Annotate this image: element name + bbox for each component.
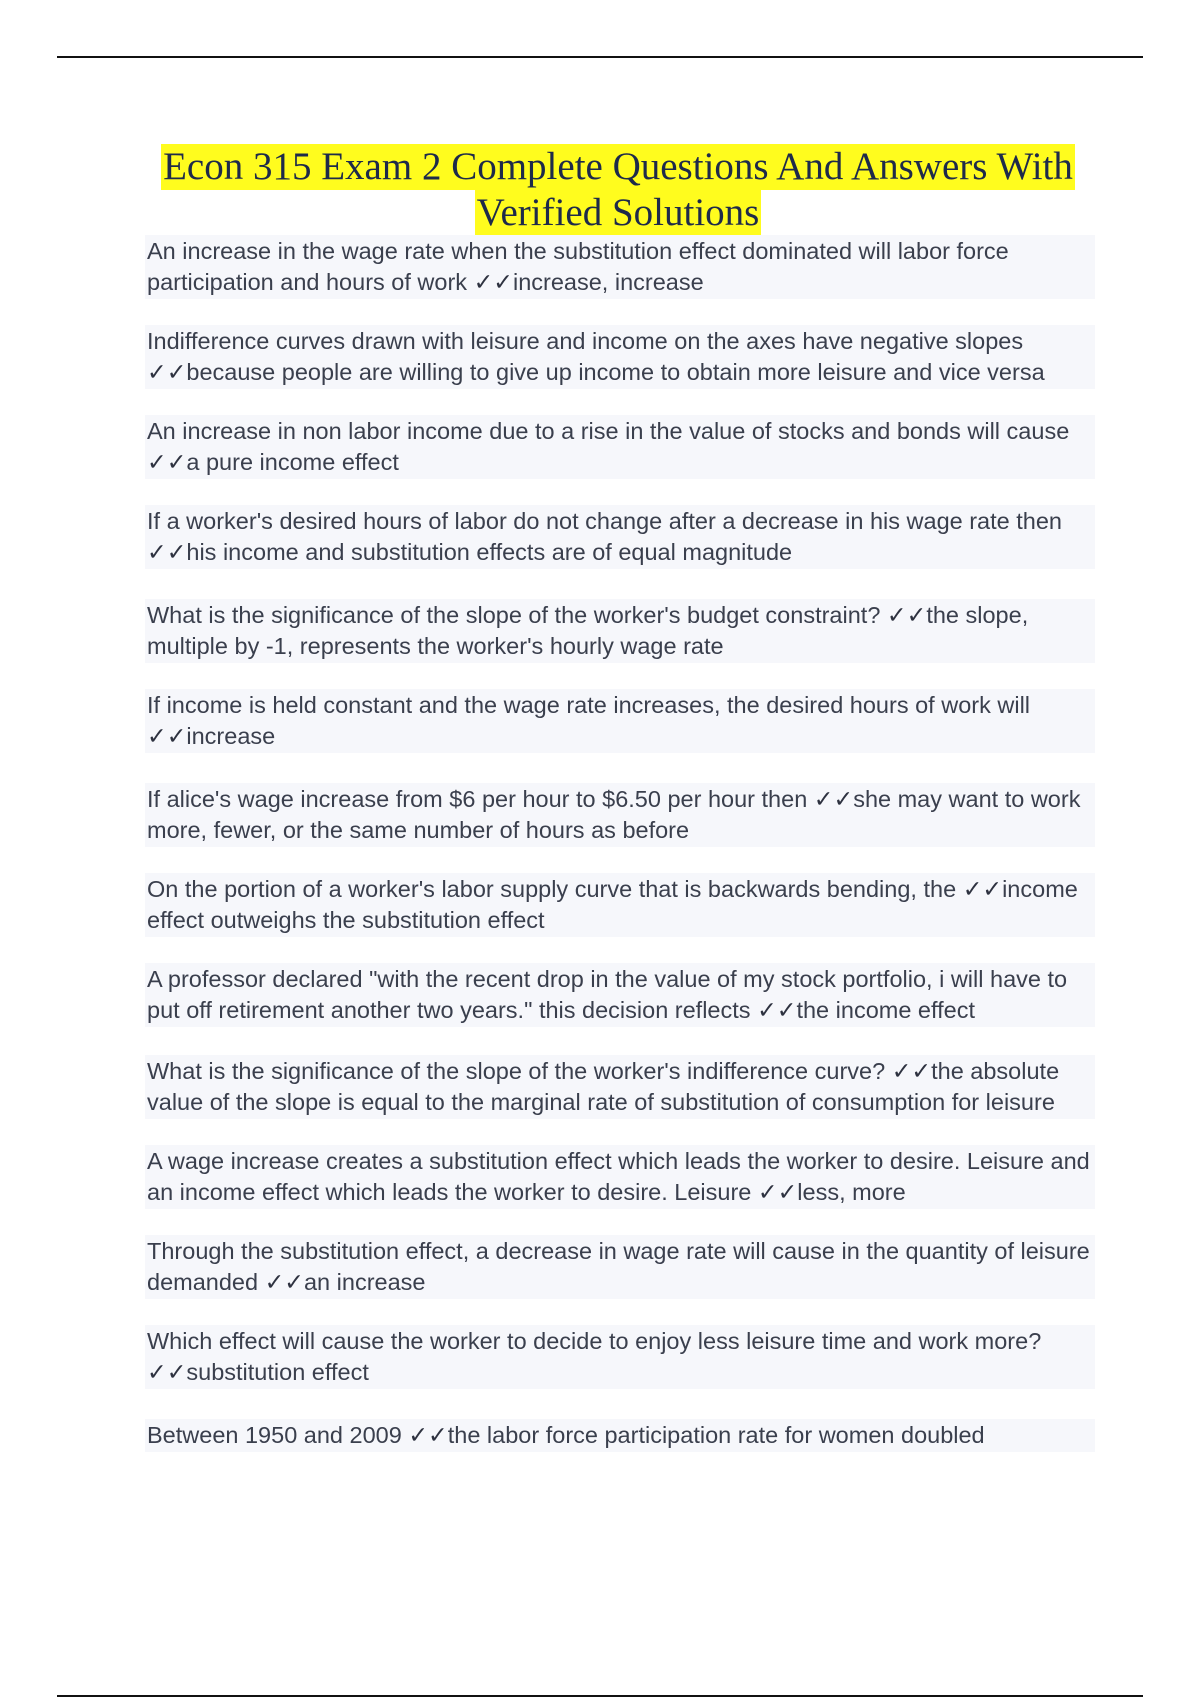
answer-text: increase (186, 723, 276, 749)
qa-item (145, 783, 1095, 847)
answer-text: she may want to work more, fewer, or the same number of hours as before (147, 786, 1081, 843)
check-mark-icon: ✓✓ (813, 786, 854, 812)
question-text: Between 1950 and 2009 (147, 1422, 409, 1448)
check-mark-icon: ✓✓ (147, 723, 187, 749)
question-text: If a worker's desired hours of labor do not change after a decrease in his wage rate then (147, 508, 1062, 534)
qa-item (145, 963, 1095, 1027)
answer-text: his income and substitution effects are of equal magnitude (186, 539, 793, 565)
answer-text: income effect outweighs the substitution effect (147, 876, 1078, 933)
question-text: If income is held constant and the wage rate increases, the desired hours of work will (147, 692, 1031, 718)
answer-text: the absolute value of the slope is equal to the marginal rate of substitution of consumption for leisure (147, 1058, 1060, 1115)
question-text: Through the substitution effect, a decrease in wage rate will cause in the quantity of leisure demanded (147, 1238, 1090, 1295)
answer-text: substitution effect (186, 1359, 369, 1385)
answer-text: a pure income effect (186, 449, 399, 475)
check-mark-icon: ✓✓ (473, 269, 513, 295)
check-mark-icon: ✓✓ (757, 1179, 798, 1205)
check-mark-icon: ✓✓ (264, 1269, 304, 1295)
check-mark-icon: ✓✓ (147, 359, 187, 385)
question-text: A wage increase creates a substitution effect which leads the worker to desire. Leisure and an income effect which leads the worker to desire. Leisure (147, 1148, 1090, 1205)
qa-item (145, 599, 1095, 663)
check-mark-icon: ✓✓ (891, 1058, 932, 1084)
check-mark-icon: ✓✓ (147, 449, 187, 475)
answer-text: because people are willing to give up income to obtain more leisure and vice versa (186, 359, 1045, 385)
document-title (145, 144, 1091, 236)
answer-text: the labor force participation rate for women doubled (447, 1422, 985, 1448)
qa-item (145, 689, 1095, 753)
qa-item (145, 873, 1095, 937)
qa-item (145, 505, 1095, 569)
answer-text: increase, increase (512, 269, 704, 295)
answer-text: an increase (303, 1269, 426, 1295)
header-rule (57, 56, 1143, 58)
check-mark-icon: ✓✓ (962, 876, 1003, 902)
question-text: If alice's wage increase from $6 per hour to $6.50 per hour then (147, 786, 814, 812)
qa-item (145, 1055, 1095, 1119)
question-text: An increase in non labor income due to a rise in the value of stocks and bonds will cause (147, 418, 1070, 444)
question-text: Indifference curves drawn with leisure and income on the axes have negative slopes (147, 328, 1024, 354)
qa-item (145, 1419, 1095, 1452)
qa-item (145, 1145, 1095, 1209)
question-text: An increase in the wage rate when the substitution effect dominated will labor force participation and hours of work (147, 238, 1009, 295)
qa-item (145, 325, 1095, 389)
question-text: On the portion of a worker's labor supply curve that is backwards bending, the (147, 876, 963, 902)
qa-item (145, 1325, 1095, 1389)
question-text: What is the significance of the slope of the worker's budget constraint? (147, 602, 887, 628)
check-mark-icon: ✓✓ (757, 997, 797, 1023)
qa-item (145, 235, 1095, 299)
qa-item (145, 1235, 1095, 1299)
title-line-2: Verified Solutions (476, 191, 760, 234)
check-mark-icon: ✓✓ (147, 1359, 187, 1385)
qa-list (145, 235, 1095, 1452)
check-mark-icon: ✓✓ (147, 539, 187, 565)
question-text: What is the significance of the slope of the worker's indifference curve? (147, 1058, 892, 1084)
answer-text: the income effect (796, 997, 975, 1023)
footer-rule (57, 1695, 1143, 1697)
title-line-1: Econ 315 Exam 2 Complete Questions And Answers With (163, 145, 1073, 188)
answer-text: the slope, multiple by -1, represents the worker's hourly wage rate (147, 602, 1029, 659)
check-mark-icon: ✓✓ (408, 1422, 448, 1448)
check-mark-icon: ✓✓ (886, 602, 927, 628)
qa-item (145, 415, 1095, 479)
question-text: Which effect will cause the worker to decide to enjoy less leisure time and work more? (147, 1328, 1042, 1354)
question-text: A professor declared "with the recent drop in the value of my stock portfolio, i will have to put off retirement another two years." this decision reflects (147, 966, 1068, 1023)
answer-text: less, more (797, 1179, 906, 1205)
